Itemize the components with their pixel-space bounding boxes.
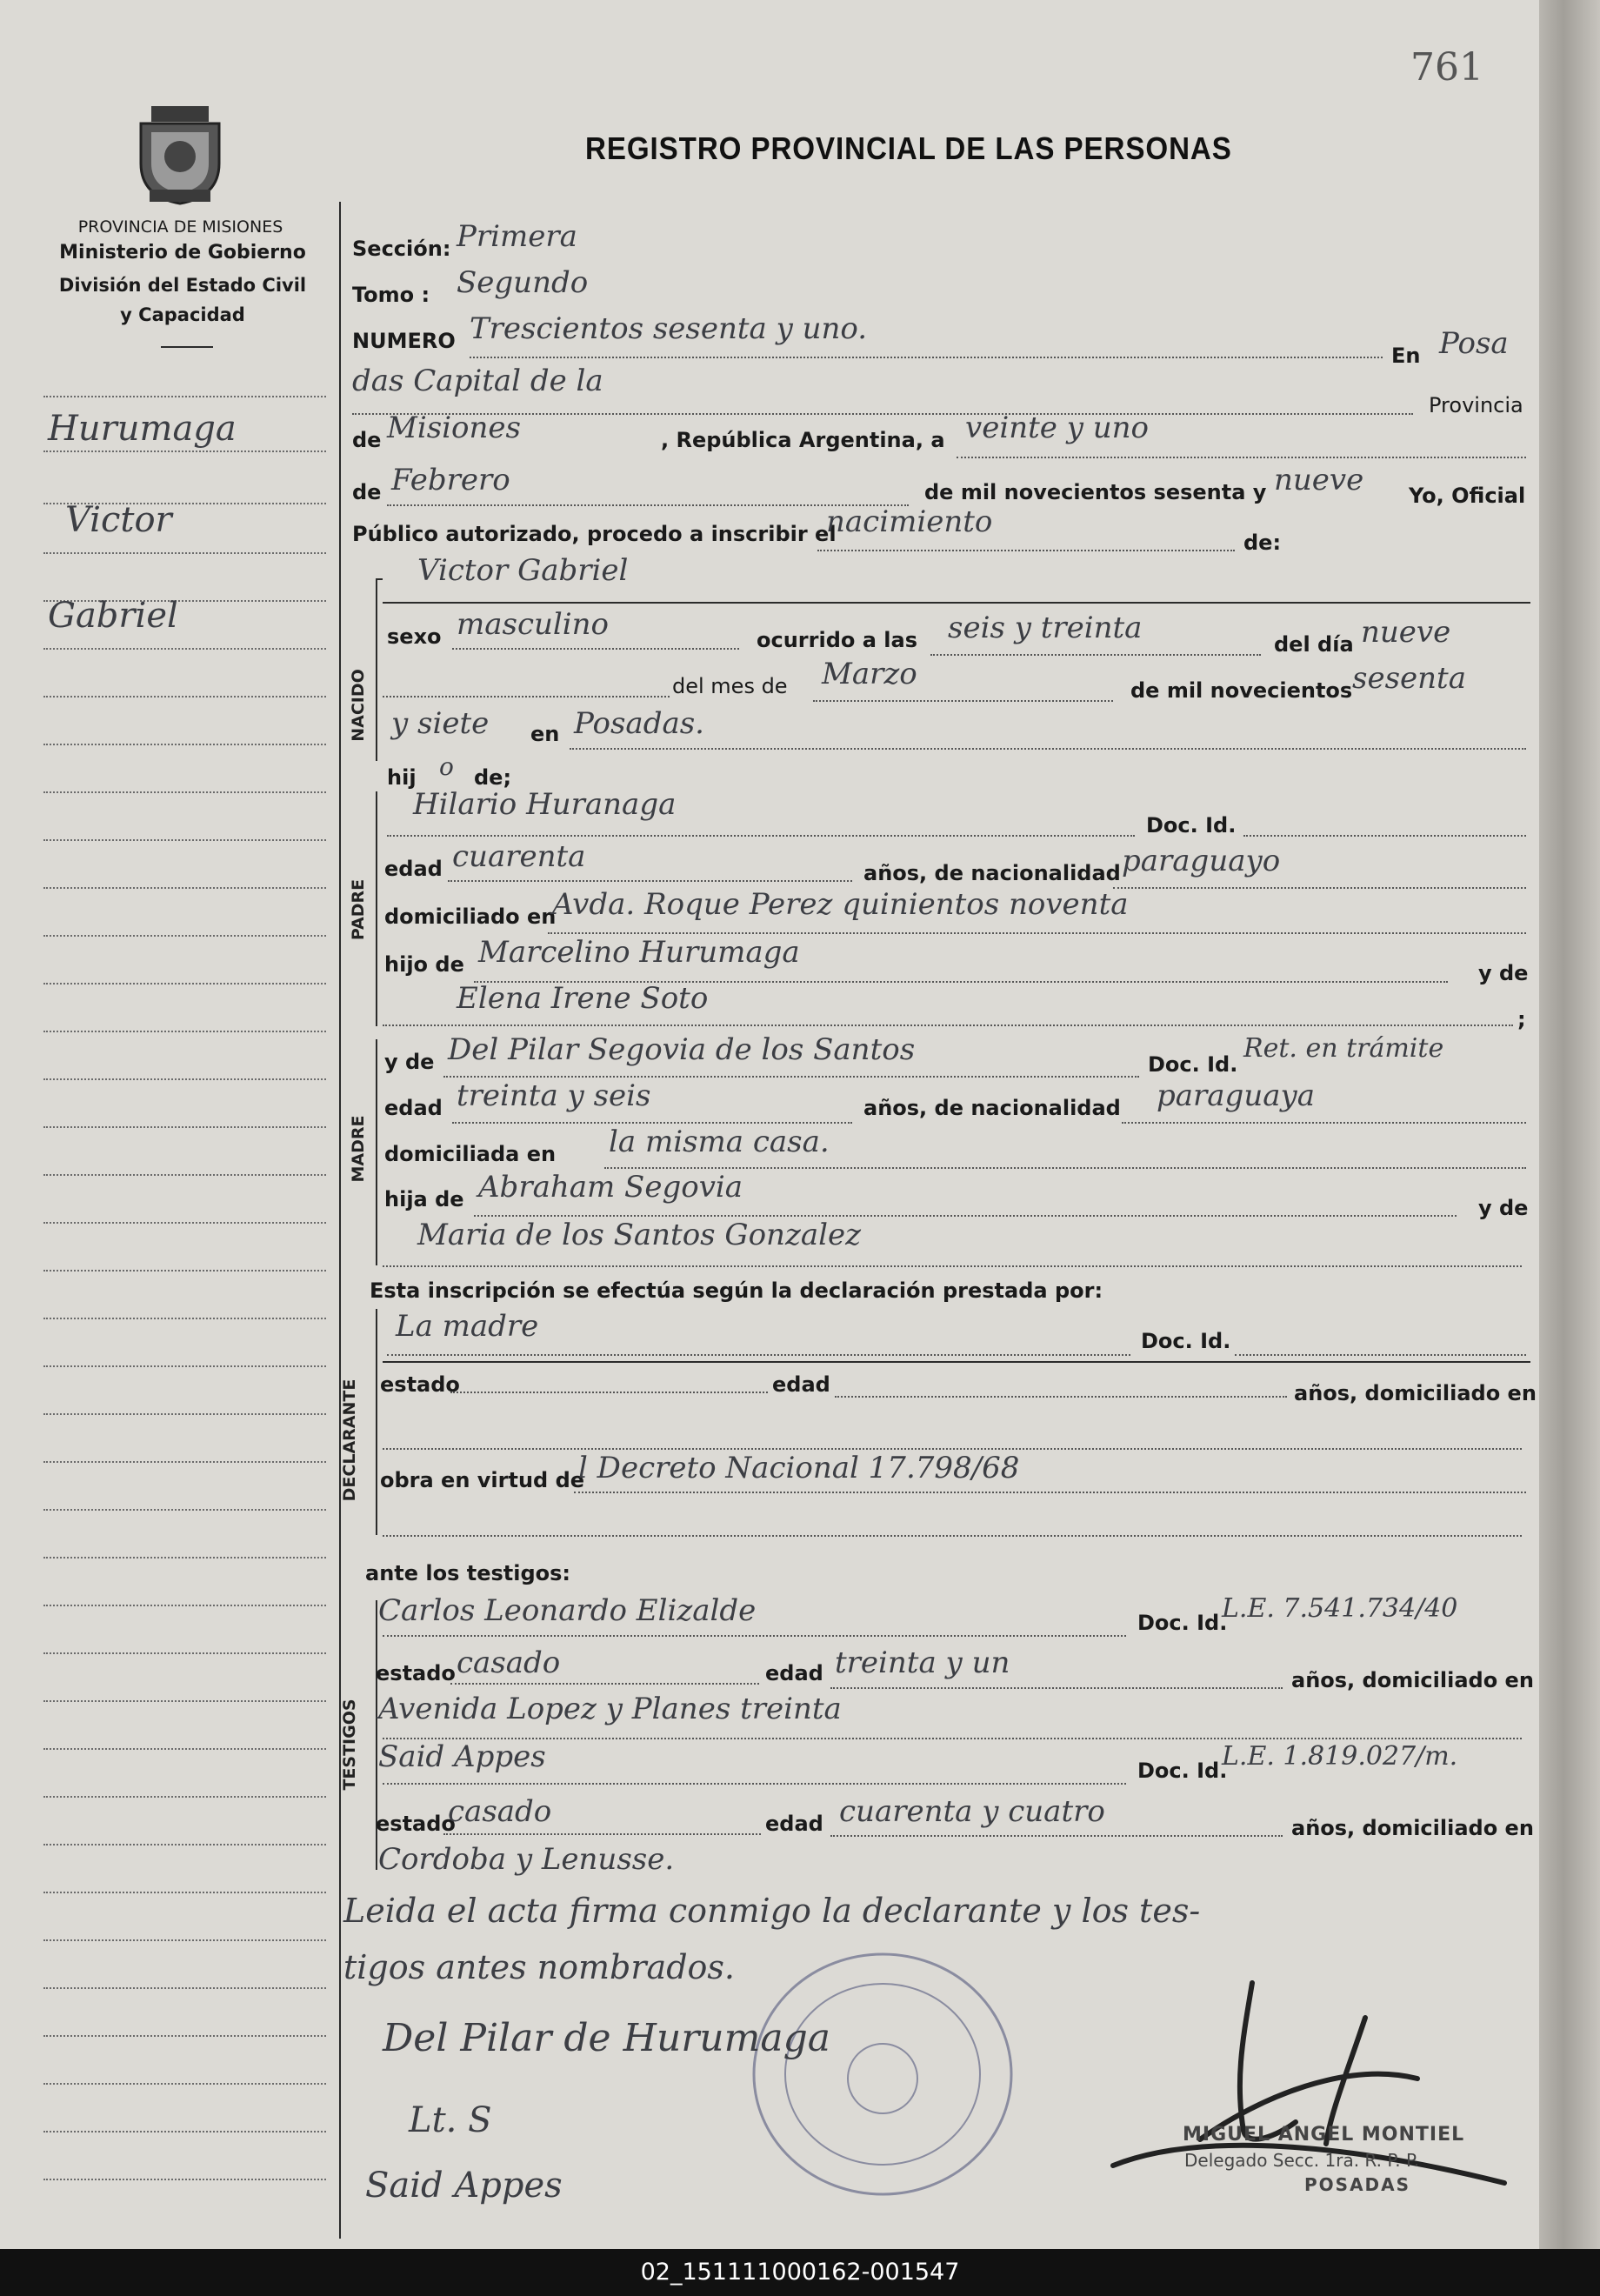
label-anos-nac-padre: años, de nacionalidad	[863, 861, 1121, 885]
padre-bracket	[376, 791, 377, 1026]
declarante-rule	[383, 1361, 1530, 1363]
fill-line	[383, 1535, 1522, 1537]
officer-name: MIGUEL ANGEL MONTIEL	[1183, 2124, 1465, 2146]
label-esta-inscripcion: Esta inscripción se efectúa según la declaración prestada por:	[370, 1278, 1103, 1303]
fill-line	[574, 1492, 1526, 1493]
org-underline	[161, 346, 213, 348]
org-division: División del Estado Civil	[58, 275, 307, 296]
fill-line	[383, 696, 670, 697]
value-testigo2-edad: cuarenta y cuatro	[839, 1794, 1105, 1829]
margin-rule	[43, 1222, 326, 1224]
fill-line	[383, 1738, 1522, 1739]
value-madre-edad: treinta y seis	[457, 1078, 651, 1113]
margin-rule	[43, 648, 326, 650]
fill-line	[387, 835, 1135, 837]
label-edad-padre: edad	[384, 857, 443, 881]
label-y-de-madre: y de	[384, 1050, 435, 1074]
label-publico: Público autorizado, procedo a inscribir el	[352, 522, 837, 546]
section-nacido: NACIDO	[349, 669, 368, 742]
org-province: PROVINCIA DE MISIONES	[77, 217, 283, 237]
label-yo-oficial: Yo, Oficial	[1409, 484, 1526, 508]
label-estado-testigo2: estado	[376, 1812, 456, 1836]
document-title: REGISTRO PROVINCIAL DE LAS PERSONAS	[585, 130, 1232, 166]
fill-line	[383, 1025, 1513, 1026]
value-lugar: Posadas.	[574, 706, 704, 741]
value-madre-doc: Ret. en trámite	[1243, 1033, 1444, 1064]
margin-rule	[43, 1413, 326, 1415]
fill-line	[452, 648, 739, 650]
fill-line	[443, 1833, 761, 1835]
margin-rule	[43, 1509, 326, 1511]
margin-rule	[43, 1174, 326, 1176]
fill-line	[452, 1122, 852, 1124]
label-doc-id-testigo2: Doc. Id.	[1137, 1759, 1228, 1783]
value-tomo: Segundo	[457, 265, 589, 300]
margin-rule	[43, 839, 326, 841]
margin-rule	[43, 2179, 326, 2180]
margin-rule	[43, 451, 326, 452]
semicolon-padre: ;	[1517, 1007, 1526, 1031]
label-y-de-padre: y de	[1478, 961, 1529, 985]
label-seccion: Sección:	[352, 237, 451, 261]
org-capacity: y Capacidad	[120, 304, 245, 325]
fill-line	[548, 932, 1526, 934]
margin-rule	[43, 1796, 326, 1798]
fill-line	[383, 1783, 1126, 1785]
value-sexo: masculino	[457, 607, 610, 642]
margin-rule	[43, 1892, 326, 1893]
label-domiciliada-madre: domiciliada en	[384, 1142, 557, 1166]
section-testigos: TESTIGOS	[340, 1699, 359, 1791]
label-hij: hij	[387, 765, 417, 790]
margin-rule	[43, 887, 326, 889]
margin-second-name: Gabriel	[48, 596, 178, 636]
label-anos-domiciliado-declarante: años, domiciliado en	[1294, 1381, 1537, 1405]
label-doc-id-madre: Doc. Id.	[1148, 1052, 1238, 1077]
label-anos-domiciliado-testigo2: años, domiciliado en	[1291, 1816, 1534, 1840]
label-doc-id-declarante: Doc. Id.	[1141, 1329, 1231, 1353]
fill-line	[450, 1683, 759, 1685]
fill-line	[830, 1687, 1283, 1689]
value-anio-nac-1: sesenta	[1352, 661, 1466, 696]
official-stamp	[748, 1948, 1017, 2200]
label-del-dia: del día	[1274, 632, 1354, 657]
margin-rule	[43, 1557, 326, 1558]
label-de-mil-novecientos: de mil novecientos	[1130, 678, 1353, 703]
value-madre-domicilio: la misma casa.	[609, 1125, 830, 1159]
value-anio-nac-2: y siete	[391, 706, 490, 741]
label-domiciliado-padre: domiciliado en	[384, 904, 557, 929]
margin-rule	[43, 1987, 326, 1989]
value-padre-edad: cuarenta	[452, 839, 586, 874]
officer-role: Delegado Secc. 1ra. R. P. P.	[1184, 2150, 1420, 2171]
fill-line	[1113, 887, 1526, 889]
value-padre-padre: Marcelino Hurumaga	[478, 935, 800, 970]
value-testigo1-nombre: Carlos Leonardo Elizalde	[378, 1593, 757, 1628]
value-hij-suffix: o	[439, 752, 454, 781]
fill-line	[1235, 1354, 1526, 1356]
label-del-mes: del mes de	[672, 674, 788, 698]
value-madre-nombre: Del Pilar Segovia de los Santos	[448, 1032, 916, 1067]
declarante-bracket	[376, 1309, 377, 1535]
fill-line	[930, 654, 1261, 656]
margin-rule	[43, 396, 326, 397]
page-number: 761	[1410, 45, 1483, 90]
value-padre-nac: paraguayo	[1122, 844, 1281, 878]
margin-rule	[43, 983, 326, 984]
value-testigo1-estado: casado	[457, 1645, 561, 1680]
value-madre-nac: paraguaya	[1157, 1078, 1315, 1113]
value-madre-padre: Abraham Segovia	[478, 1170, 743, 1205]
margin-surname: Hurumaga	[48, 409, 237, 449]
fill-line	[448, 880, 852, 882]
nacido-bracket	[376, 578, 377, 761]
value-obra: l Decreto Nacional 17.798/68	[578, 1451, 1020, 1485]
fill-line	[474, 1215, 1457, 1217]
margin-rule	[43, 552, 326, 554]
officer-signature	[983, 1966, 1539, 2244]
label-edad-testigo1: edad	[765, 1661, 823, 1685]
margin-rule	[43, 1270, 326, 1271]
label-ante-testigos: ante los testigos:	[365, 1561, 571, 1585]
margin-rule	[43, 1365, 326, 1367]
fill-line	[604, 1167, 1526, 1169]
fill-line	[957, 457, 1526, 458]
fill-line	[383, 1448, 1522, 1450]
margin-rule	[43, 1605, 326, 1606]
value-madre-madre: Maria de los Santos Gonzalez	[417, 1218, 862, 1252]
book-spine	[1539, 0, 1600, 2249]
margin-rule	[43, 1748, 326, 1750]
margin-rule	[43, 1461, 326, 1463]
coat-of-arms-seal	[132, 103, 228, 207]
fill-line	[383, 1265, 1522, 1267]
label-republica: , República Argentina, a	[661, 428, 945, 452]
section-declarante: DECLARANTE	[340, 1378, 359, 1502]
value-nombre: Victor Gabriel	[417, 553, 629, 588]
label-hija-de: hija de	[384, 1187, 464, 1211]
value-city-start: Posa	[1439, 326, 1509, 361]
fill-line	[383, 1635, 1126, 1637]
fill-line	[387, 1354, 1130, 1356]
margin-rule	[43, 791, 326, 793]
label-obra: obra en virtud de	[380, 1468, 585, 1492]
margin-rule	[43, 696, 326, 697]
value-provincia: Misiones	[387, 410, 521, 445]
margin-first-name: Victor	[65, 500, 172, 540]
section-madre: MADRE	[349, 1115, 368, 1183]
closing-line-1: Leida el acta firma conmigo la declarante y los tes-	[343, 1892, 1201, 1930]
footer-id: 02_151111000162-001547	[0, 2249, 1600, 2296]
fill-line	[1122, 1122, 1526, 1124]
margin-rule	[43, 2035, 326, 2037]
signature-witness-1: Lt. S	[409, 2100, 492, 2140]
label-tomo: Tomo :	[352, 283, 430, 307]
label-de-mes: de	[352, 480, 382, 504]
label-y-de-madre-2: y de	[1478, 1196, 1529, 1220]
name-rule	[383, 602, 1530, 604]
margin-rule	[43, 1652, 326, 1654]
value-padre-nombre: Hilario Huranaga	[413, 787, 677, 822]
value-testigo2-domicilio: Cordoba y Lenusse.	[378, 1842, 675, 1877]
value-testigo2-estado: casado	[448, 1794, 552, 1829]
label-de-semi: de;	[474, 765, 512, 790]
section-padre: PADRE	[349, 878, 368, 941]
fill-line	[1243, 835, 1526, 837]
value-testigo1-doc: L.E. 7.541.734/40	[1222, 1593, 1458, 1624]
label-provincia: Provincia	[1429, 393, 1523, 417]
label-estado-declarante: estado	[380, 1372, 460, 1397]
label-edad-testigo2: edad	[765, 1812, 823, 1836]
value-anio: nueve	[1274, 463, 1364, 497]
value-testigo1-domicilio: Avenida Lopez y Planes treinta	[378, 1692, 842, 1726]
margin-rule	[43, 1700, 326, 1702]
label-sexo: sexo	[387, 624, 442, 649]
value-padre-madre: Elena Irene Soto	[457, 981, 709, 1016]
fill-line	[470, 357, 1383, 358]
margin-rule	[43, 1031, 326, 1032]
fill-line	[817, 550, 1235, 551]
label-anos-nac-madre: años, de nacionalidad	[863, 1096, 1121, 1120]
fill-line	[443, 1076, 1139, 1078]
label-de-mil: de mil novecientos sesenta y	[924, 480, 1267, 504]
closing-line-2: tigos antes nombrados.	[343, 1948, 735, 1986]
value-seccion: Primera	[457, 219, 577, 254]
value-city-rest: das Capital de la	[352, 364, 603, 398]
fill-line	[570, 748, 1526, 750]
margin-rule	[43, 2083, 326, 2085]
label-doc-id-testigo1: Doc. Id.	[1137, 1611, 1228, 1635]
value-fecha-mes: Febrero	[391, 463, 510, 497]
margin-rule	[43, 935, 326, 937]
label-en-lugar: en	[530, 722, 560, 746]
fill-line	[450, 1392, 768, 1393]
main-left-rule	[339, 202, 341, 2239]
value-testigo2-nombre: Said Appes	[378, 1739, 546, 1774]
value-hora: seis y treinta	[948, 611, 1143, 645]
margin-rule	[43, 1078, 326, 1080]
margin-rule	[43, 1939, 326, 1941]
value-declarante: La madre	[396, 1309, 539, 1344]
label-de: de	[352, 428, 382, 452]
value-fecha-dia: veinte y uno	[965, 410, 1149, 445]
label-de-colon: de:	[1243, 531, 1282, 555]
margin-rule	[43, 1844, 326, 1845]
fill-line	[813, 700, 1113, 702]
label-edad-madre: edad	[384, 1096, 443, 1120]
label-anos-domiciliado-testigo1: años, domiciliado en	[1291, 1668, 1534, 1692]
org-ministry: Ministerio de Gobierno	[59, 242, 306, 264]
value-numero: Trescientos sesenta y uno.	[470, 311, 868, 346]
label-ocurrido: ocurrido a las	[757, 628, 917, 652]
label-hijo-de: hijo de	[384, 952, 464, 977]
value-dia: nueve	[1361, 615, 1451, 650]
label-edad-declarante: edad	[772, 1372, 830, 1397]
margin-rule	[43, 2131, 326, 2132]
signature-mother: Del Pilar de Hurumaga	[383, 2016, 831, 2060]
margin-rule	[43, 1318, 326, 1319]
signature-witness-2: Said Appes	[365, 2166, 563, 2206]
value-testigo2-doc: L.E. 1.819.027/m.	[1222, 1741, 1458, 1772]
value-acto: nacimiento	[826, 504, 993, 539]
label-estado-testigo1: estado	[376, 1661, 456, 1685]
value-testigo1-edad: treinta y un	[835, 1645, 1010, 1680]
fill-line	[835, 1396, 1287, 1398]
officer-city: POSADAS	[1304, 2174, 1411, 2195]
value-padre-domicilio: Avda. Roque Perez quinientos noventa	[552, 887, 1129, 922]
madre-bracket	[376, 1039, 377, 1265]
label-numero: NUMERO	[352, 329, 456, 353]
label-en: En	[1391, 344, 1421, 368]
value-mes: Marzo	[822, 657, 917, 691]
margin-rule	[43, 1126, 326, 1128]
label-doc-id-padre: Doc. Id.	[1146, 813, 1237, 838]
margin-rule	[43, 744, 326, 745]
fill-line	[830, 1835, 1283, 1837]
